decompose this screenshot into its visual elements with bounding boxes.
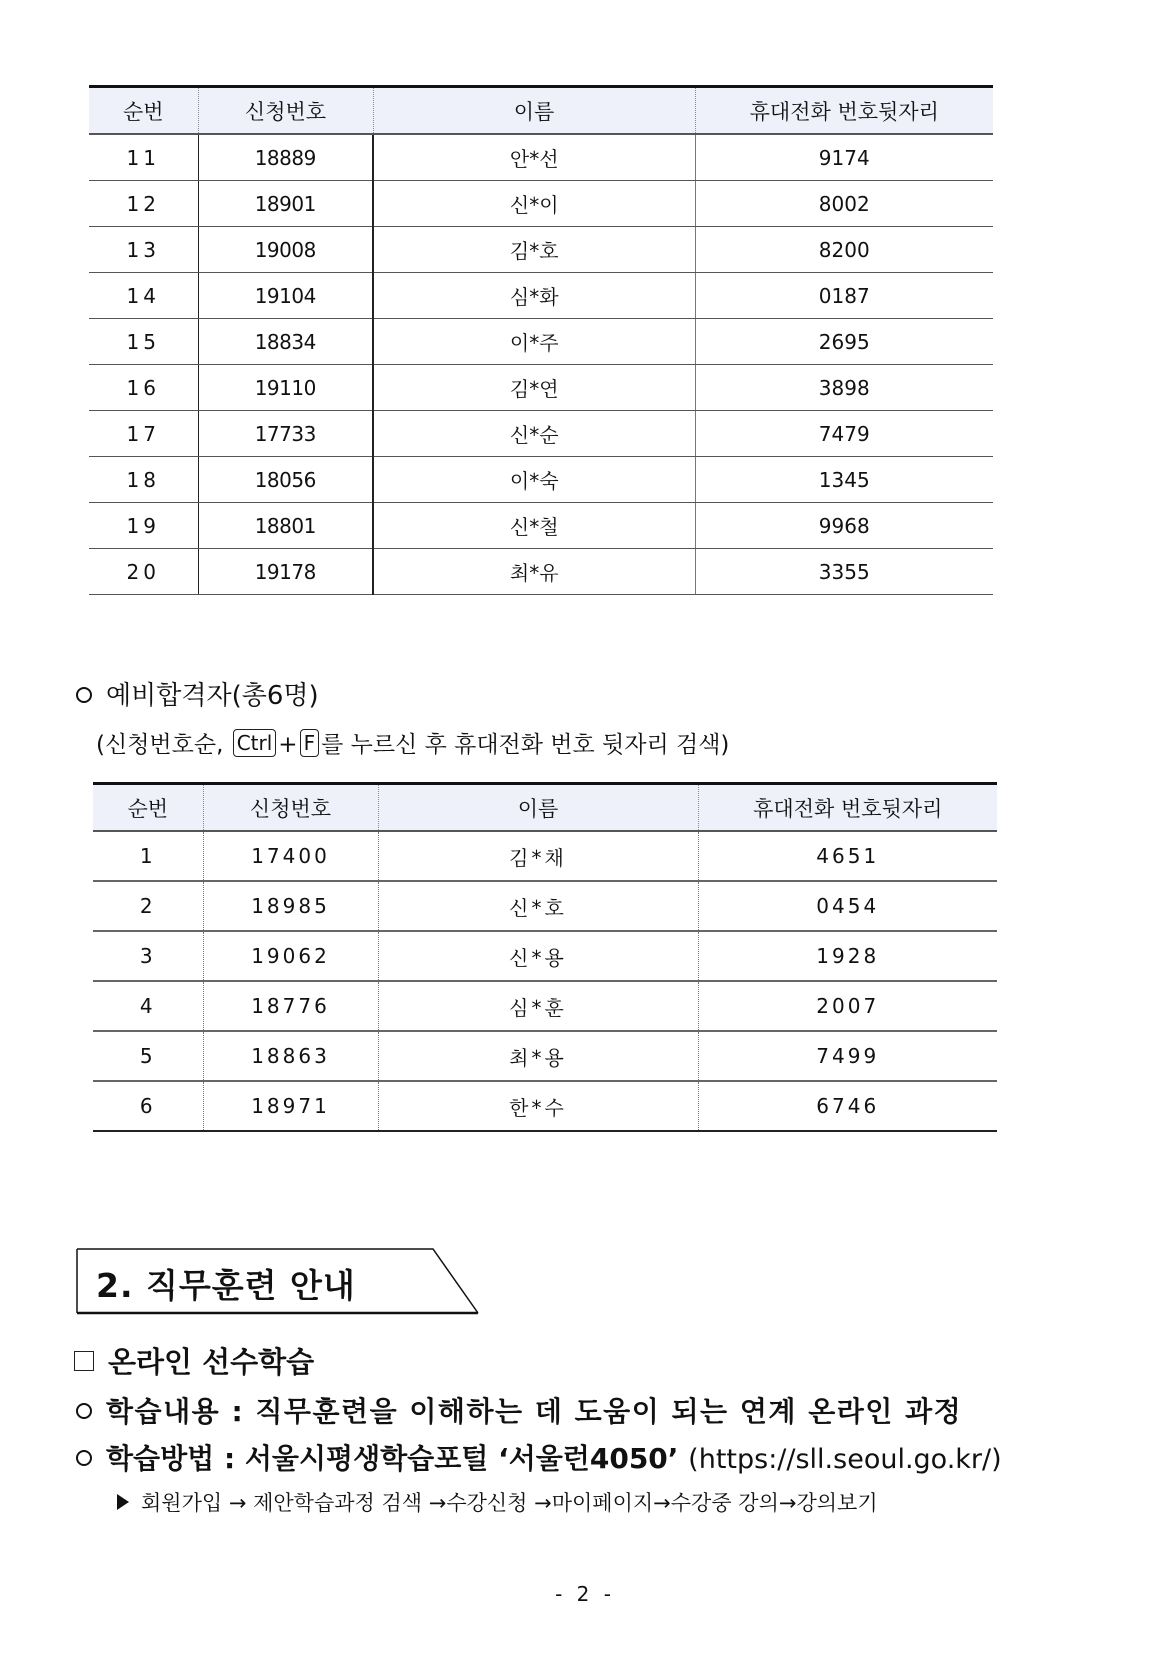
cell-phone: 6746 [698, 1081, 997, 1131]
cell-phone: 1345 [695, 457, 993, 503]
cell-app-no: 19110 [198, 365, 373, 411]
column-header-app-no: 신청번호 [198, 87, 373, 135]
cell-app-no: 19104 [198, 273, 373, 319]
cell-no: 6 [93, 1081, 203, 1131]
cell-app-no: 18776 [203, 981, 378, 1031]
cell-phone: 9174 [695, 134, 993, 181]
cell-name: 심*화 [373, 273, 695, 319]
table-row [89, 134, 993, 181]
table-row [89, 319, 993, 365]
reserve-search-note [96, 726, 729, 760]
note-prefix: (신청번호순, [96, 732, 224, 758]
table-row [93, 981, 997, 1031]
table-header-row [93, 784, 997, 832]
column-header-phone: 휴대전화 번호뒷자리 [698, 784, 997, 832]
ctrl-key-icon: Ctrl [233, 729, 277, 757]
cell-name: 최*유 [373, 549, 695, 595]
cell-no: 18 [89, 457, 198, 503]
cell-name: 김*연 [373, 365, 695, 411]
triangle-bullet-icon [117, 1494, 129, 1510]
cell-no: 5 [93, 1031, 203, 1081]
square-bullet-icon [74, 1351, 94, 1371]
cell-no: 3 [93, 931, 203, 981]
cell-phone: 7479 [695, 411, 993, 457]
cell-no: 17 [89, 411, 198, 457]
column-header-no: 순번 [89, 87, 198, 135]
circle-bullet-icon [76, 1403, 92, 1419]
table-row [89, 273, 993, 319]
column-header-app-no: 신청번호 [203, 784, 378, 832]
column-header-name: 이름 [373, 87, 695, 135]
column-header-name: 이름 [378, 784, 698, 832]
table-row [89, 365, 993, 411]
table-row [89, 227, 993, 273]
table-row [93, 931, 997, 981]
section-heading [76, 1248, 480, 1314]
cell-no: 19 [89, 503, 198, 549]
circle-bullet-icon [76, 1450, 92, 1466]
reserve-list-title [76, 675, 319, 712]
cell-no: 14 [89, 273, 198, 319]
f-key-icon: F [300, 729, 320, 757]
cell-name: 신*순 [373, 411, 695, 457]
cell-phone: 4651 [698, 831, 997, 881]
cell-name: 이*주 [373, 319, 695, 365]
section-heading-text: 2. 직무훈련 안내 [96, 1266, 356, 1305]
cell-name: 신*용 [378, 931, 698, 981]
cell-app-no: 18863 [203, 1031, 378, 1081]
column-header-no: 순번 [93, 784, 203, 832]
cell-app-no: 18901 [198, 181, 373, 227]
cell-no: 13 [89, 227, 198, 273]
selected-applicants-table [89, 85, 993, 595]
enrollment-steps-line [117, 1487, 878, 1517]
cell-app-no: 18056 [198, 457, 373, 503]
enrollment-steps-text: 회원가입 → 제안학습과정 검색 →수강신청 →마이페이지→수강중 강의→강의보기 [141, 1491, 878, 1515]
cell-app-no: 19008 [198, 227, 373, 273]
cell-phone: 0187 [695, 273, 993, 319]
cell-phone: 9968 [695, 503, 993, 549]
table-row [93, 831, 997, 881]
table-row [89, 457, 993, 503]
table-row [89, 411, 993, 457]
column-header-phone: 휴대전화 번호뒷자리 [695, 87, 993, 135]
cell-phone: 2007 [698, 981, 997, 1031]
cell-phone: 8002 [695, 181, 993, 227]
circle-bullet-icon [76, 687, 92, 703]
learning-method-text: 학습방법 : 서울시평생학습포털 ‘서울런4050’ [106, 1442, 679, 1475]
cell-phone: 3898 [695, 365, 993, 411]
table-row [93, 1031, 997, 1081]
portal-url-link[interactable]: (https://sll.seoul.go.kr/) [688, 1444, 1002, 1475]
cell-no: 11 [89, 134, 198, 181]
cell-no: 1 [93, 831, 203, 881]
cell-app-no: 18985 [203, 881, 378, 931]
learning-content-line [76, 1390, 962, 1430]
table-row [89, 503, 993, 549]
cell-name: 김*채 [378, 831, 698, 881]
cell-phone: 1928 [698, 931, 997, 981]
cell-app-no: 18801 [198, 503, 373, 549]
reserve-applicants-table [93, 782, 997, 1132]
cell-name: 신*철 [373, 503, 695, 549]
cell-no: 20 [89, 549, 198, 595]
cell-app-no: 18834 [198, 319, 373, 365]
table-row [89, 181, 993, 227]
cell-name: 한*수 [378, 1081, 698, 1131]
cell-no: 16 [89, 365, 198, 411]
online-prelearning-title [74, 1340, 314, 1381]
cell-name: 이*숙 [373, 457, 695, 503]
cell-phone: 2695 [695, 319, 993, 365]
cell-name: 김*호 [373, 227, 695, 273]
cell-name: 안*선 [373, 134, 695, 181]
table-row [93, 1081, 997, 1131]
cell-no: 4 [93, 981, 203, 1031]
cell-app-no: 18889 [198, 134, 373, 181]
cell-app-no: 17400 [203, 831, 378, 881]
cell-app-no: 18971 [203, 1081, 378, 1131]
online-title-text: 온라인 선수학습 [108, 1345, 315, 1379]
plus-sign: + [278, 732, 298, 758]
cell-phone: 3355 [695, 549, 993, 595]
cell-no: 12 [89, 181, 198, 227]
cell-app-no: 17733 [198, 411, 373, 457]
table-header-row [89, 87, 993, 135]
cell-name: 신*호 [378, 881, 698, 931]
cell-no: 15 [89, 319, 198, 365]
learning-content-text: 학습내용 : 직무훈련을 이해하는 데 도움이 되는 연계 온라인 과정 [106, 1395, 963, 1428]
note-suffix: 를 누르신 후 휴대전화 번호 뒷자리 검색) [321, 732, 730, 758]
cell-app-no: 19178 [198, 549, 373, 595]
cell-app-no: 19062 [203, 931, 378, 981]
cell-name: 최*용 [378, 1031, 698, 1081]
cell-phone: 8200 [695, 227, 993, 273]
cell-phone: 7499 [698, 1031, 997, 1081]
learning-method-line [76, 1437, 1002, 1477]
table-row [89, 549, 993, 595]
page-number: - 2 - [555, 1582, 615, 1606]
cell-name: 심*훈 [378, 981, 698, 1031]
table-row [93, 881, 997, 931]
cell-phone: 0454 [698, 881, 997, 931]
cell-name: 신*이 [373, 181, 695, 227]
cell-no: 2 [93, 881, 203, 931]
reserve-title-text: 예비합격자(총6명) [106, 681, 319, 711]
